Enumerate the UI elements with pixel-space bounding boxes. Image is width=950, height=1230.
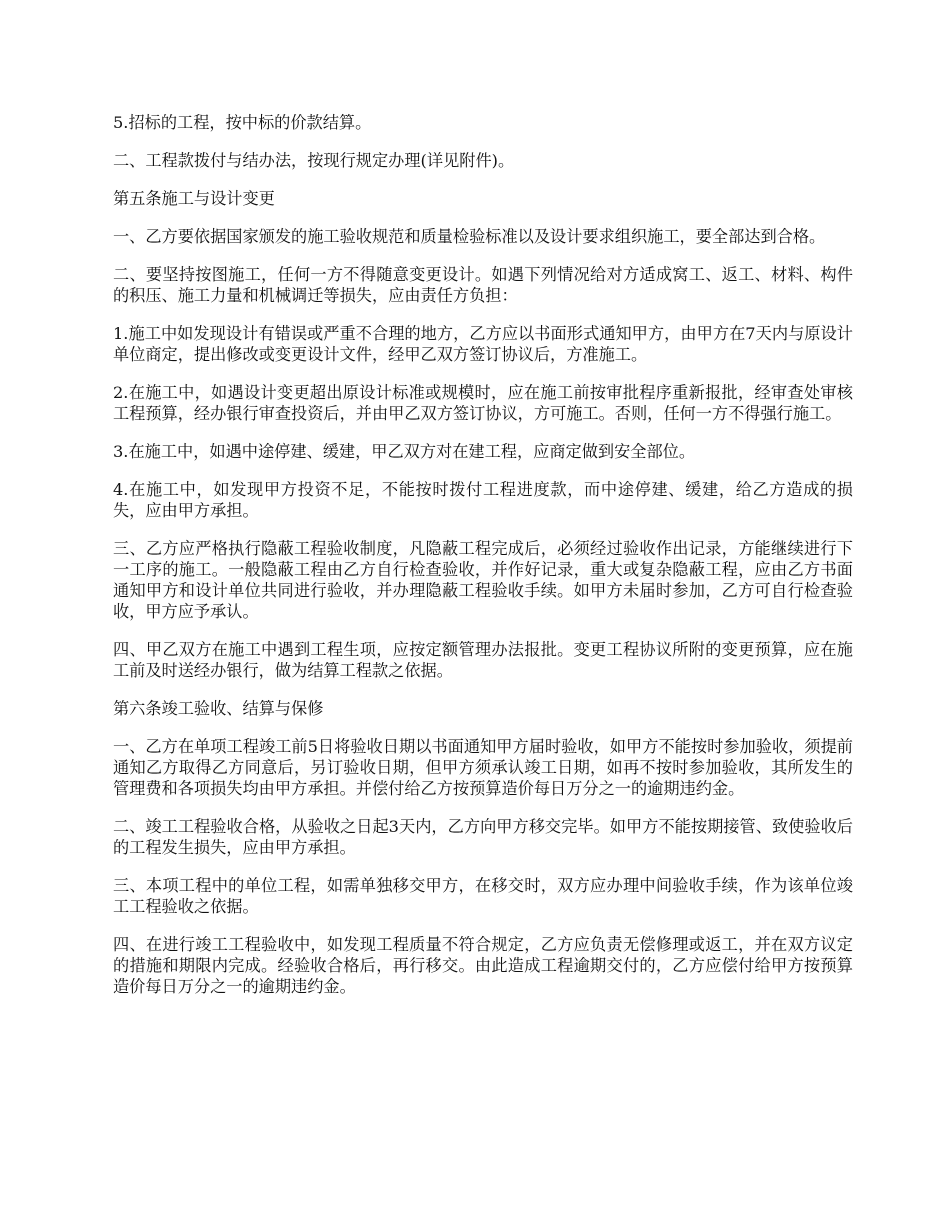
paragraph-design-changes: 二、要坚持按图施工，任何一方不得随意变更设计。如遇下列情况给对方适成窝工、返工、材料、构件的积压、施工力量和机械调迁等损失，应由责任方负担： <box>113 265 853 305</box>
paragraph-item-4: 4.在施工中，如发现甲方投资不足，不能按时拨付工程进度款，而中途停建、缓建，给乙方造成的损失，应由甲方承担。 <box>113 480 853 520</box>
paragraph-quality-repair: 四、在进行竣工工程验收中，如发现工程质量不符合规定，乙方应负责无偿修理或返工，并在双方议定的措施和期限内完成。经验收合格后，再行移交。由此造成工程逾期交付的，乙方应偿付给甲方按预算造价每日万分之一的逾期违约金。 <box>113 935 853 996</box>
article-6-heading: 第六条竣工验收、结算与保修 <box>113 699 324 718</box>
paragraph-settlement-bid: 5.招标的工程，按中标的价款结算。 <box>113 113 372 132</box>
paragraph-completion-notice: 一、乙方在单项工程竣工前5日将验收日期以书面通知甲方届时验收，如甲方不能按时参加验收，须提前通知乙方取得乙方同意后，另订验收日期，但甲方须承认竣工日期，如再不按时参加验收，其所发生的管理费和各项损失均由甲方承担。并偿付给乙方按预算造价每日万分之一的逾期违约金。 <box>113 737 853 798</box>
paragraph-change-budget: 四、甲乙双方在施工中遇到工程生项，应按定额管理办法报批。变更工程协议所附的变更预算，应在施工前及时送经办银行，做为结算工程款之依据。 <box>113 640 853 680</box>
paragraph-item-1: 1.施工中如发现设计有错误或严重不合理的地方，乙方应以书面形式通知甲方，由甲方在7天内与原设计单位商定，提出修改或变更设计文件，经甲乙双方签订协议后，方准施工。 <box>113 324 853 364</box>
paragraph-item-3: 3.在施工中，如遇中途停建、缓建，甲乙双方对在建工程，应商定做到安全部位。 <box>113 442 696 461</box>
paragraph-unit-handover: 三、本项工程中的单位工程，如需单独移交甲方，在移交时，双方应办理中间验收手续，作为该单位竣工工程验收之依据。 <box>113 876 853 916</box>
paragraph-item-2: 2.在施工中，如遇设计变更超出原设计标准或规模时，应在施工前按审批程序重新报批，经审查处审核工程预算，经办银行审查投资后，并由甲乙双方签订协议，方可施工。否则，任何一方不得强行施工。 <box>113 383 853 423</box>
article-5-heading: 第五条施工与设计变更 <box>113 189 275 208</box>
document-body <box>113 112 853 1014</box>
paragraph-handover: 二、竣工工程验收合格，从验收之日起3天内，乙方向甲方移交完毕。如甲方不能按期接管、致使验收后的工程发生损失，应由甲方承担。 <box>113 817 853 857</box>
paragraph-payment-method: 二、工程款拨付与结办法，按现行规定办理(详见附件)。 <box>113 151 515 170</box>
paragraph-construction-standards: 一、乙方要依据国家颁发的施工验收规范和质量检验标准以及设计要求组织施工，要全部达到合格。 <box>113 227 826 246</box>
paragraph-concealed-works: 三、乙方应严格执行隐蔽工程验收制度，凡隐蔽工程完成后，必须经过验收作出记录，方能继续进行下一工序的施工。一般隐蔽工程由乙方自行检查验收，并作好记录，重大或复杂隐蔽工程，应由乙方书面通知甲方和设计单位共同进行验收，并办理隐蔽工程验收手续。如甲方未届时参加，乙方可自行检查验收，甲方应予承认。 <box>113 539 853 621</box>
